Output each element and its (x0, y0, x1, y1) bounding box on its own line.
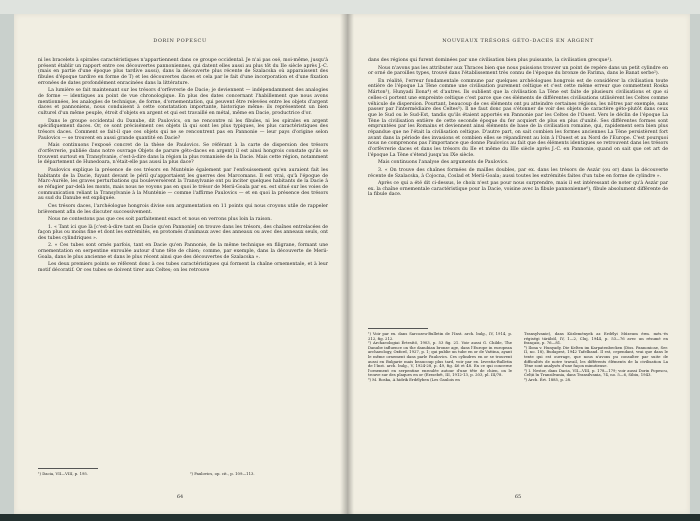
book-gutter (340, 14, 354, 514)
paragraph: En réalité, l'erreur fondamentale commune par quelques archéologues hongrois est de considérer la civilisation toute entière de l'époque La Tène comme une civilisation purement celtique et c'est cette même erreur que commettent Roska Márton³), Hunyadi Ilona⁴) et d'autres. Ils oublient que la civilisation La Tène est faite de plusieurs civilisations et que si celles-ci portent une empreinte celtique c'est parce que ces éléments de différentes civilisations utilisèrent les Celtes comme véhicule de dispersion. Pourtant, beaucoup de ces éléments ont pu atteindre certaines régions, les nôtres par exemple, sans passer par l'intermédiaire des Celtes⁵). Il ne faut donc pas s'étonner de voir des objets de caractère géto-plutôt dans ceux que le Sud ou le Sud-Est, tandis qu'ils étaient apportés en Pannonie par les Celtes de l'Ouest. Vers le déclin de l'époque La Tène la civilisation entière de cette seconde époque du fer acquiert de plus en plus d'unité. Ses différentes formes sont empruntées par les Romains et deviennent ainsi éléments de base de la civilisation romaine, qui, rapidement sera bien plus répandue que ne l'était la civilisation celtique. D'autre part, on sait combien les formes anciennes La Tène persistèrent fort avant dans la période des invasions et combien elles se répandirent au loin à l'Ouest et au Nord de l'Europe. C'est pourquoi nous ne comprenons pas l'importance que donne Paulovics au fait que des éléments identiques se retrouvent dans les trésors d'orfèvrerie daces et dans les trésors du IIe et même du IIIe siècle après J.-C. en Pannonie, quand on sait que cet art de l'époque La Tène s'étend jusqu'au IXe siècle. (368, 78, 668, 158)
paragraph: Nous ne contestons pas que ces soit parfaitement exact et nous en verrons plus loin la raison. (48, 217, 272, 223)
left-footnote (190, 472, 330, 477)
paragraph: Mais continuons l'exposé concret de la thèse de Paulovics. Se référant à la carte de dispersion des trésors d'orfèvrerie, publiée dans notre ouvrage Objets de parure géto-daces en argent) il est ainsi hongrois constate qu'ils se trouvent surtout en Transylvanie, c'est-à-dire dans la région la plus romanisée de la Dacie. Mais cette région, notamment le département de Hunedoara, n'était-elle pas aussi la plus dace? (38, 143, 328, 166)
right-footnotes-col1 (368, 332, 512, 383)
paragraph: Les deux premiers points se réfèrent donc à ces tubes caractéristiques qui forment la chaîne ornementale, et à leur motif décoratif. Or ces tubes se doivent tirer aux Celtes; on les retrouve (38, 262, 328, 274)
paragraph: Dans le groupe occidental du Danube, dit Paulovics, on ne rencontre ni les fibules, ni les spirales en argent spécifiquement daces. Or, ce sont précisément ces objets là qui sont les plus typiques, les plus caractéristiques des trésors daces. Comment se fait-il que ces objets qui ne se rencontrent pas en Pannonie — leur pays d'origine selon Paulovics — se trouvent en aussi grande quantité en Dacie? (38, 118, 328, 141)
paragraph: Ces trésors daces, l'archéologue hongrois divise son argumentation en 11 points qui nous croyons utile de rappeler brièvement afin de les discuter successivement. (38, 203, 328, 215)
right-running-head: NOUVEAUX TRÉSORS GÉTO-DACES EN ARGENT (442, 38, 594, 44)
left-running-head: DORIN POPESCU (153, 38, 207, 44)
left-body-text (38, 58, 328, 276)
paragraph: Paulovics explique la présence de ces trésors en Munténie également par l'enfouissement qu'en auraient fait les habitants de la Dacie, fuyant devant le péril qu'apportaient les guerres des Marcomans. Il est vrai, qu'à l'époque de Marc-Aurèle, les graves perturbations qui bouleversèrent la Transylvanie ont pu inciter quelques habitants de la Dacie à se réfugier par-delà les monts, mais nous ne voyons pas en quoi le trésor de Merii-Goala par ex. est situé sur les voies de communication reliant la Transylvanie à la Munténie — comme l'affirme Paulovics — et en quoi la présence des trésors au sud du Danube est expliquée. (38, 167, 328, 202)
footnote: ²) Paulovics, op. cit., p. 109—113. (190, 471, 255, 476)
paragraph: La lumière se fait maintenant sur les trésors d'orfèvrerie de Dacie; je deviennent — indépendamment des analogies de forme — identiques au point de vue chronologique. En plus des dates concernant l'habillement que nous avons mentionnées, les analogies de technique, de forme, d'ornementation, qui peuvent être relevées entre les objets d'argent daces et pannoniens, nous conduisent à cette constatation importante, historique même: ils représentent un bien culturel d'un même peuple, étroit d'objets en argent et qui est travaillé en métal, même en Dacie, productrice d'or. (38, 88, 328, 117)
left-footnote (38, 472, 178, 477)
left-page-number: 64 (176, 494, 184, 500)
footnote: Transylvanie), dans Közlemények az Erdélyi Múzeum érm. més.-és régiségi tárából, IV, 1—2, Cluj, 1944, p. 53—76 avec un résumé en français, p. 76—81. (524, 331, 668, 346)
paragraph: Après ce qui a été dit ci-dessus, le choix n'est pas pour nous surprendre, mais il est intéressant de noter qu'à Aszár par ex. la chaîne ornementale caractéristique pour la Dacie, voisine avec la fibule pannonienne⁶), fibule absolument différente de la fibule dace. (368, 181, 668, 198)
right-body-text (368, 58, 668, 200)
left-page (14, 14, 346, 514)
paragraph: Nous n'avons pas les attributer aux Thraces bien que nous puissions trouver un point de repère dans un petit cylindre en or orné de paroilles types, trouvé dans l'établissement très connu de l'époque du bronze de Farima, dans le Banat serbe²). (368, 65, 668, 77)
footnote: ¹) Dacia, VII—VIII, p. 195. (38, 471, 89, 476)
footnote: ³) M. Roska, A hidrik Erdélyben (Les Gaulois en (368, 376, 460, 382)
paragraph: Mais continuons l'analyse des arguments de Paulovics. (378, 160, 509, 166)
paragraph: 3. « On trouve des chaînes formées de mailles doubles, par ex. dans les trésors de Aszár (ou or) dans la découverte récente de Szalacska, à Cojocna, Coslad et Merii-Goala; aussi toutes les extrémités faites d'un tube en forme de cylindre ». (368, 167, 668, 179)
footnote: ⁵) I. Nestor, dans Dacia, VII—VIII, p. 178—179; voir aussi Dorin Popescu, Celții în Transilvania, dans Transilvania, 74, no. 5—6, Sibiu, 1943. (524, 367, 668, 378)
right-page-number: 65 (514, 494, 522, 500)
footnote-rule (38, 468, 98, 469)
footnote: ¹) Voir par ex. dans Sarcozeu-Bulletin de l'Inst. arch. bulg., IV, 1914, p. 212, fig. 212. (368, 331, 512, 341)
paragraph: 1. « Tant ici que là [c'est-à-dire tant en Dacie qu'en Pannonie] on trouve dans les trésors, des chaînes entrelacées de façon plus ou moins fine et dont les extrémités, en protomés d'animaux avec des anneaux ou avec des anneaux seuls, ont des tubes cylindriques ». (38, 224, 328, 241)
footnote: ⁶) Arch. Ért. 1885, p. 28. (524, 376, 572, 382)
footnote: ⁴) Ilona v. Hunyady, Die Kelten im Karpatenbecken (Diss. Pannonicae, Ser. II, no. 18), Budapest, 1942 Tafelband. Il est, cependant, vrai que dans le texte qui est ouvrage, que nous n'avons pu consulter par suite de difficultés de notre travail, les différents éléments de la civilisation La Tène sont analysés d'une façon minutieuse. (524, 344, 668, 369)
paragraph: 2. « Ces tubes sont ornés parfois, tant en Dacie qu'en Pannonie, de la même technique en filigrane, formant une ornementation en serpentine enroulée autour d'une tête de chien; comme, par exemple, dans la découverte de Merii-Goala, dans le plus ancienne et dans le plus récent ainsi que des découvertes de Szalacska ». (38, 243, 328, 260)
paragraph: dans des régions qui furent dominées par une civilisation bien plus puissante, la civilisation grecque¹). (368, 58, 613, 63)
scan-bottom-border (0, 514, 700, 521)
footnote-rule (368, 328, 428, 329)
right-page (346, 14, 690, 514)
scan-top-border (0, 0, 700, 14)
paragraph: ni les bracelets à spirales caractéristiques n'appartiennent dans ce groupe occidental. Je n'ai pas osé, moi-même, jusqu'à présent établir un rapport entre ces découvertes pannoniennes, qui datent elles aussi au plus tôt du IIe siècle après J.-C. (mais en partie d'une époque plus tardive aussi), dans la découverte plus récente de Szalacska où apparaissent des fibules d'époque tardive en forme de T) et les découvertes daces et cela par le fait d'une incorporation et d'une fixation erronées de dates profondément enracinées dans la littérature. (38, 58, 328, 86)
footnote: ²) Archaeologiai Értesítő, 1903, p. 53 fig. 21. Voir aussi G. Childe, The Danube influence on the danubian bronze age, dans l'Europe in european archaeology, Oxford, 1927, p. 1; qui publie un tube en or de Vattina, ayant le même ornement dans parle Paulovics. Ces cylindres en or se trouvent aussi en Bulgarie mais beaucoup plus tard, voir par ex. Izvestia-Bulletin de l'Inst. arch. bulg., V, 1924-28, p. 49, fig. 46 et 48. En ce qui concerne l'ornement en serpentine enroulée autour d'une tête de chien, on le trouve sur des plaques en or (Erzsebét, III, 1912-13, p. 203, pl. III/78. (368, 340, 512, 378)
right-footnotes-col2 (524, 332, 668, 383)
